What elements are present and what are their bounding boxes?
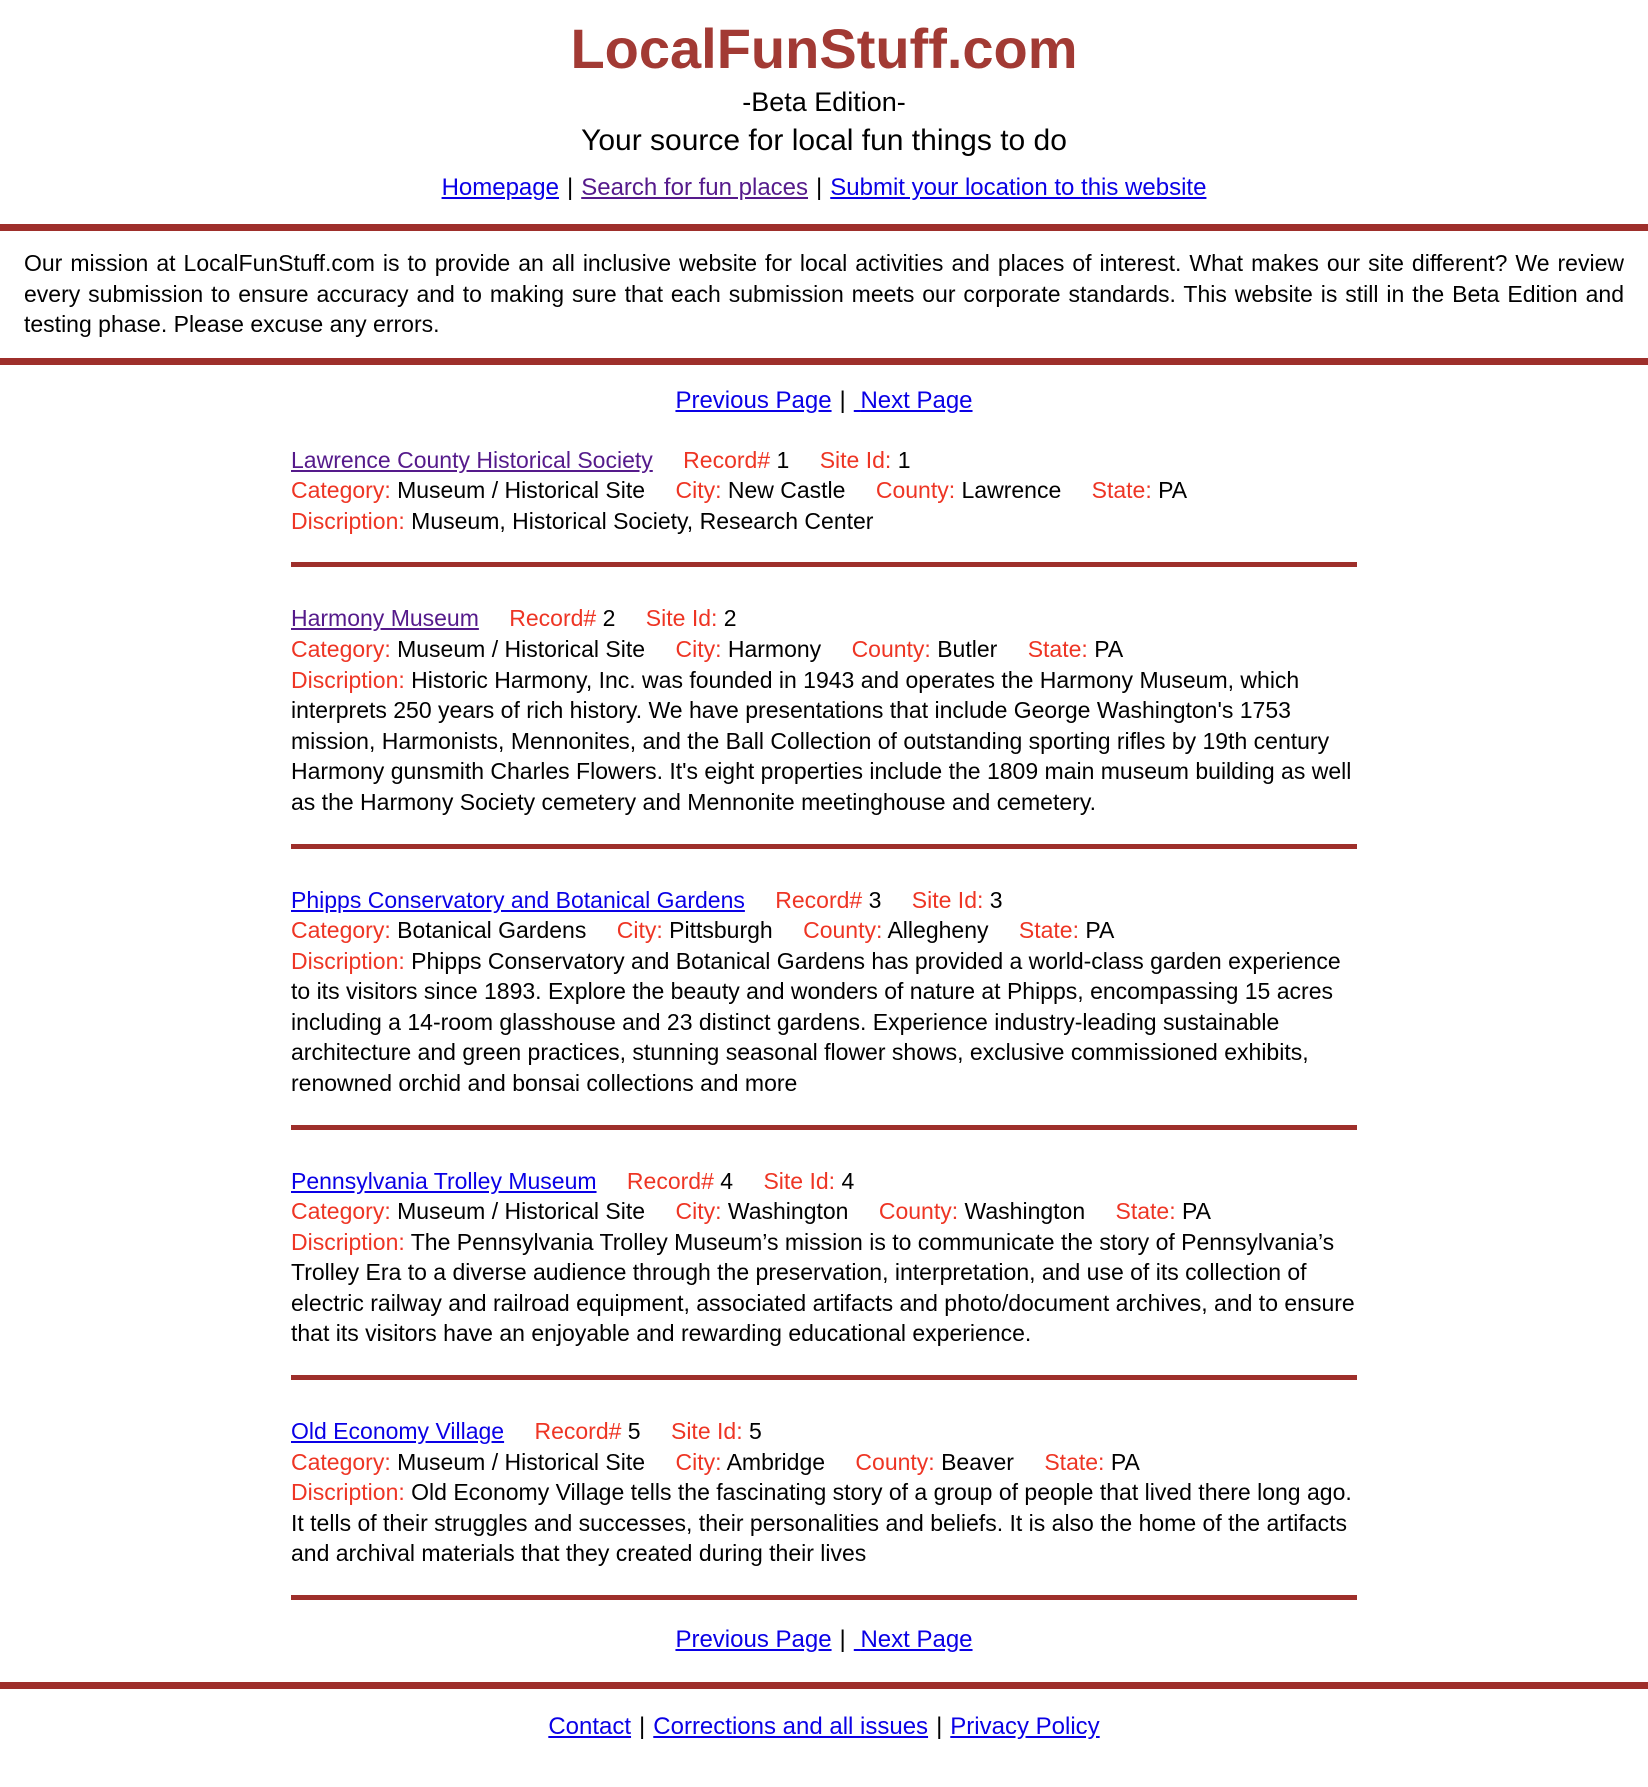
site-id-value: 3 xyxy=(989,886,1003,913)
description-value: Phipps Conservatory and Botanical Gardens has provided a world-class garden experience to its visitors since 1893. Explore the beauty and wonders of nature at Phipps, encompassing 15 acres including a 14-room glasshouse and 23 distinct gardens. Experience industry-leading sustainable architecture and green practices, stunning seasonal flower shows, exclusive commissioned exhibits, renowned orchid and bonsai collections and more xyxy=(291,947,1341,1096)
records-list xyxy=(291,445,1357,1600)
record-description-line xyxy=(291,506,1357,537)
description-label: Discription: xyxy=(291,1228,405,1255)
pagination-separator: | xyxy=(839,386,846,414)
record-title-line xyxy=(291,445,1357,476)
category-value: Museum / Historical Site xyxy=(397,636,646,663)
contact-link[interactable]: Contact xyxy=(548,1712,632,1740)
city-label: City: xyxy=(616,917,663,944)
county-label: County: xyxy=(803,917,883,944)
mission-divider xyxy=(0,358,1648,365)
record-number-value: 1 xyxy=(776,446,790,473)
site-tagline: Your source for local fun things to do xyxy=(581,124,1067,157)
page-footer xyxy=(0,1713,1648,1741)
record-divider xyxy=(291,562,1357,567)
category-value: Museum / Historical Site xyxy=(397,1448,646,1475)
state-value: PA xyxy=(1094,636,1124,663)
category-value: Botanical Gardens xyxy=(397,917,587,944)
previous-page-link[interactable]: Previous Page xyxy=(675,1625,832,1653)
record-title-link[interactable]: Harmony Museum xyxy=(291,605,479,632)
county-value: Beaver xyxy=(941,1448,1014,1475)
record-divider xyxy=(291,1125,1357,1130)
record-meta-line xyxy=(291,475,1357,506)
city-label: City: xyxy=(675,477,722,504)
record-item xyxy=(291,885,1357,1130)
record-meta-line xyxy=(291,1196,1357,1227)
state-label: State: xyxy=(1091,477,1152,504)
record-meta-line xyxy=(291,915,1357,946)
county-value: Lawrence xyxy=(961,477,1062,504)
record-title-line xyxy=(291,1416,1357,1447)
site-id-label: Site Id: xyxy=(763,1167,836,1194)
site-id-value: 4 xyxy=(841,1167,855,1194)
county-label: County: xyxy=(855,1448,935,1475)
nav-separator: | xyxy=(566,174,574,201)
record-divider xyxy=(291,844,1357,849)
record-meta-line xyxy=(291,634,1357,665)
record-number-value: 5 xyxy=(627,1418,641,1445)
record-number-label: Record# xyxy=(775,886,863,913)
nav-link[interactable]: Search for fun places xyxy=(581,174,809,201)
category-value: Museum / Historical Site xyxy=(397,1198,646,1225)
city-label: City: xyxy=(675,1448,722,1475)
record-description-line xyxy=(291,946,1357,1099)
nav-link[interactable]: Submit your location to this website xyxy=(830,174,1207,201)
site-id-label: Site Id: xyxy=(911,886,984,913)
description-value: Museum, Historical Society, Research Center xyxy=(411,507,874,534)
record-description-line xyxy=(291,1477,1357,1569)
state-value: PA xyxy=(1158,477,1188,504)
footer-divider xyxy=(0,1682,1648,1689)
city-value: Washington xyxy=(727,1198,849,1225)
next-page-link[interactable]: Next Page xyxy=(860,1625,973,1653)
record-number-label: Record# xyxy=(626,1167,714,1194)
header-divider xyxy=(0,224,1648,231)
record-number-label: Record# xyxy=(534,1418,622,1445)
record-title-line xyxy=(291,603,1357,634)
city-value: New Castle xyxy=(727,477,846,504)
city-value: Pittsburgh xyxy=(669,917,773,944)
city-label: City: xyxy=(675,1198,722,1225)
county-label: County: xyxy=(851,636,931,663)
site-id-value: 5 xyxy=(748,1418,762,1445)
category-value: Museum / Historical Site xyxy=(397,477,646,504)
record-title-link[interactable]: Lawrence County Historical Society xyxy=(291,446,653,473)
mission-statement: Our mission at LocalFunStuff.com is to provide an all inclusive website for local activities and places of interest. What makes our site different? We review every submission to ensure accuracy and to making sure that each submission meets our corporate standards. This website is still in the Beta Edition and testing phase. Please excuse any errors. xyxy=(24,250,1624,338)
site-id-value: 2 xyxy=(723,605,737,632)
city-value: Ambridge xyxy=(726,1448,826,1475)
record-title-link[interactable]: Old Economy Village xyxy=(291,1418,505,1445)
county-value: Allegheny xyxy=(887,917,989,944)
pagination-separator: | xyxy=(839,1625,846,1653)
county-value: Butler xyxy=(937,636,998,663)
record-description-line xyxy=(291,665,1357,818)
description-label: Discription: xyxy=(291,1479,405,1506)
record-meta-line xyxy=(291,1447,1357,1478)
record-title-link[interactable]: Pennsylvania Trolley Museum xyxy=(291,1167,597,1194)
county-value: Washington xyxy=(964,1198,1086,1225)
category-label: Category: xyxy=(291,917,391,944)
city-label: City: xyxy=(675,636,722,663)
state-label: State: xyxy=(1115,1198,1176,1225)
state-value: PA xyxy=(1085,917,1115,944)
nav-separator: | xyxy=(816,174,823,201)
city-value: Harmony xyxy=(727,636,822,663)
description-label: Discription: xyxy=(291,666,405,693)
footer-separator: | xyxy=(639,1712,646,1740)
record-divider xyxy=(291,1375,1357,1380)
category-label: Category: xyxy=(291,477,391,504)
category-label: Category: xyxy=(291,1448,391,1475)
edition-subtitle: -Beta Edition- xyxy=(742,87,906,117)
record-item xyxy=(291,603,1357,848)
record-description-line xyxy=(291,1227,1357,1349)
record-divider xyxy=(291,1595,1357,1600)
site-id-label: Site Id: xyxy=(645,605,718,632)
state-value: PA xyxy=(1110,1448,1140,1475)
previous-page-link[interactable]: Previous Page xyxy=(675,386,832,414)
record-number-label: Record# xyxy=(509,605,597,632)
corrections-link[interactable]: Corrections and all issues xyxy=(653,1712,929,1740)
state-value: PA xyxy=(1182,1198,1211,1225)
footer-separator: | xyxy=(936,1712,943,1740)
record-title-link[interactable]: Phipps Conservatory and Botanical Gardens xyxy=(291,886,745,913)
site-title: LocalFunStuff.com xyxy=(570,17,1078,80)
description-label: Discription: xyxy=(291,507,405,534)
pagination-top xyxy=(0,387,1648,415)
description-value: Historic Harmony, Inc. was founded in 1943 and operates the Harmony Museum, which interprets 250 years of rich history. We have presentations that include George Washington's 1753 mission, Harmonists, Mennonites, and the Ball Collection of outstanding sporting rifles by 19th century Harmony gunsmith Charles Flowers. It's eight properties include the 1809 main museum building as well as the Harmony Society cemetery and Mennonite meetinghouse and cemetery. xyxy=(291,666,1352,815)
nav-link[interactable]: Homepage xyxy=(441,174,559,201)
record-title-line xyxy=(291,885,1357,916)
county-label: County: xyxy=(878,1198,959,1225)
description-value: The Pennsylvania Trolley Museum’s mission is to communicate the story of Pennsylvania’s Trolley Era to a diverse audience through the preservation, interpretation, and use of its collection of electric railway and railroad equipment, associated artifacts and photo/document archives, and to ensure that its visitors have an enjoyable and rewarding educational experience. xyxy=(291,1228,1355,1347)
state-label: State: xyxy=(1044,1448,1105,1475)
top-nav xyxy=(0,174,1648,202)
state-label: State: xyxy=(1027,636,1088,663)
record-item xyxy=(291,1166,1357,1380)
record-number-value: 4 xyxy=(720,1167,734,1194)
pagination-bottom xyxy=(0,1626,1648,1654)
record-number-value: 2 xyxy=(602,605,616,632)
record-number-value: 3 xyxy=(868,886,882,913)
privacy-policy-link[interactable]: Privacy Policy xyxy=(950,1712,1100,1740)
category-label: Category: xyxy=(291,1198,391,1225)
description-label: Discription: xyxy=(291,947,405,974)
record-number-label: Record# xyxy=(683,446,771,473)
county-label: County: xyxy=(875,477,956,504)
record-item xyxy=(291,445,1357,568)
record-item xyxy=(291,1416,1357,1600)
site-id-label: Site Id: xyxy=(819,446,892,473)
record-title-line xyxy=(291,1166,1357,1197)
page-header xyxy=(0,16,1648,202)
next-page-link[interactable]: Next Page xyxy=(860,386,973,414)
site-id-value: 1 xyxy=(897,446,911,473)
state-label: State: xyxy=(1018,917,1079,944)
site-id-label: Site Id: xyxy=(670,1418,743,1445)
description-value: Old Economy Village tells the fascinating story of a group of people that lived there long ago. It tells of their struggles and successes, their personalities and beliefs. It is also the home of the artifacts and archival materials that they created during their lives xyxy=(291,1479,1352,1567)
category-label: Category: xyxy=(291,636,391,663)
